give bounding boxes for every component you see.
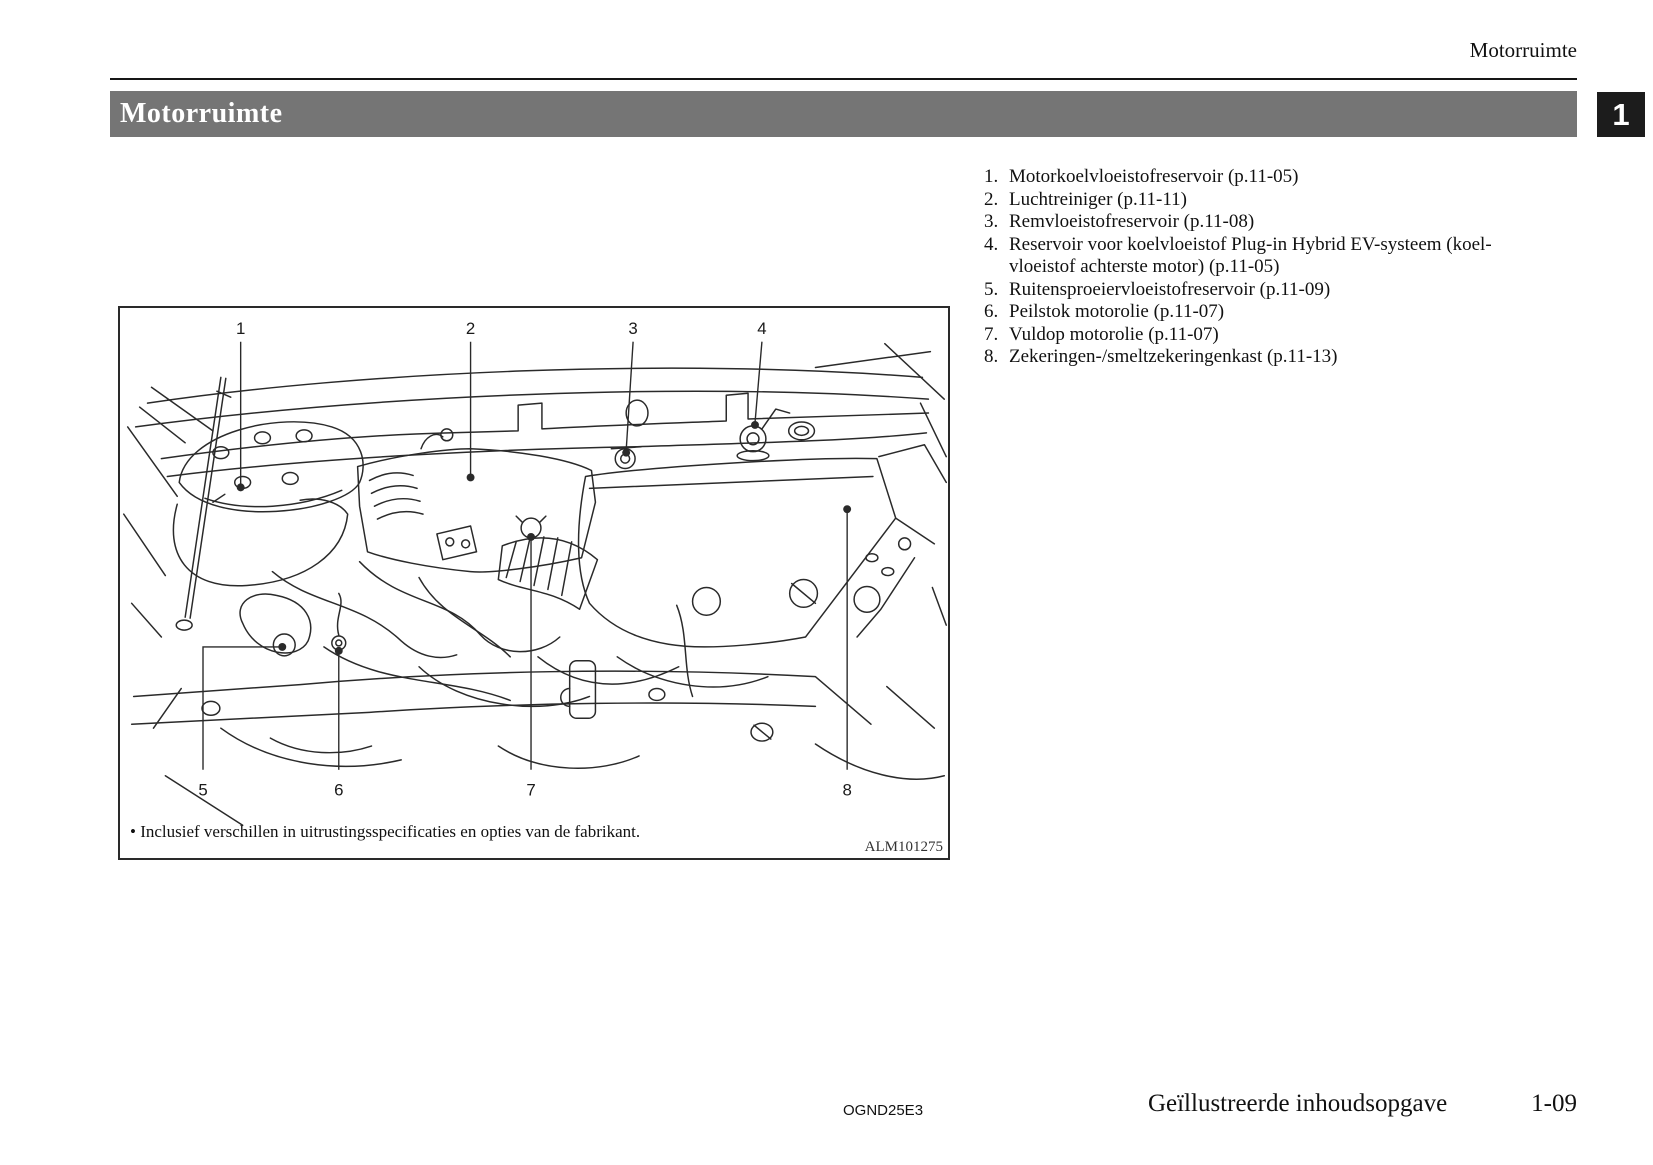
footer-right bbox=[1148, 1090, 1577, 1118]
callout-number-4: 4 bbox=[757, 318, 767, 338]
intake-duct bbox=[498, 537, 597, 609]
legend-item-text: Ruitensproeiervloeistofreservoir (p.11-09) bbox=[1009, 278, 1331, 300]
callout-number-3: 3 bbox=[628, 318, 638, 338]
legend-item-number: 3. bbox=[984, 211, 999, 232]
mount-bracket bbox=[437, 526, 477, 560]
callout-number-5: 5 bbox=[198, 780, 208, 800]
legend-item bbox=[984, 324, 1584, 347]
coolant-reservoir bbox=[173, 494, 347, 585]
legend-item-number: 8. bbox=[984, 346, 999, 367]
chapter-tab: 1 bbox=[1597, 92, 1645, 137]
footer-doc-code: OGND25E3 bbox=[843, 1102, 924, 1119]
legend-list bbox=[984, 166, 1584, 369]
legend-item-text: Luchtreiniger (p.11-11) bbox=[1009, 188, 1187, 210]
legend-item-number: 1. bbox=[984, 166, 999, 187]
running-header: Motorruimte bbox=[1469, 38, 1577, 62]
legend-item bbox=[984, 211, 1584, 234]
callout-number-6: 6 bbox=[334, 780, 344, 800]
engine-cover bbox=[579, 458, 896, 647]
figure-box bbox=[118, 306, 950, 860]
legend-item bbox=[984, 189, 1584, 212]
cross-member bbox=[132, 661, 871, 826]
callout-number-1: 1 bbox=[235, 318, 246, 338]
figure-image-code: ALM101275 bbox=[864, 839, 943, 855]
left-fender-lines bbox=[124, 427, 178, 637]
legend-item-number: 4. bbox=[984, 233, 999, 255]
leader-5 bbox=[203, 647, 280, 770]
engine-compartment-illustration bbox=[120, 308, 948, 858]
footer-page-number: 1-09 bbox=[1531, 1090, 1577, 1117]
legend-item-text: Motorkoelvloeistofreservoir (p.11-05) bbox=[1009, 166, 1299, 187]
legend-item bbox=[984, 166, 1584, 189]
legend-item-text: Reservoir voor koelvloeistof Plug-in Hybrid EV-systeem (koel-vloeistof achterste motor) (p.11-05) bbox=[1009, 233, 1492, 277]
callout-number-2: 2 bbox=[465, 318, 476, 338]
leader-3 bbox=[626, 342, 633, 451]
header-rule bbox=[110, 78, 1577, 80]
legend-item-number: 2. bbox=[984, 188, 999, 210]
legend-item-number: 7. bbox=[984, 323, 999, 345]
legend-item-text: Peilstok motorolie (p.11-07) bbox=[1009, 301, 1225, 322]
legend-item bbox=[984, 279, 1584, 302]
callout-number-7: 7 bbox=[526, 780, 536, 800]
legend-item bbox=[984, 346, 1584, 369]
figure-note: • Inclusief verschillen in uitrustingsspecificaties en opties van de fabrikant. bbox=[130, 822, 641, 841]
legend-item-number: 6. bbox=[984, 301, 999, 322]
legend-item-number: 5. bbox=[984, 278, 999, 300]
right-bracket bbox=[815, 445, 946, 779]
legend-item bbox=[984, 301, 1584, 324]
oil-dipstick bbox=[332, 593, 346, 649]
section-title-bar bbox=[110, 91, 1577, 137]
legend-item bbox=[984, 234, 1584, 279]
legend-item-text: Remvloeistofreservoir (p.11-08) bbox=[1009, 211, 1255, 232]
leader-4 bbox=[755, 342, 762, 423]
legend-item-text: Zekeringen-/smeltzekeringenkast (p.11-13) bbox=[1009, 346, 1338, 367]
footer-section-title: Geïllustreerde inhoudsopgave bbox=[1147, 1090, 1448, 1117]
legend-item-text: Vuldop motorolie (p.11-07) bbox=[1009, 323, 1219, 345]
callout-number-8: 8 bbox=[842, 780, 852, 800]
page-title: Motorruimte bbox=[120, 98, 283, 129]
hoses bbox=[272, 562, 767, 707]
